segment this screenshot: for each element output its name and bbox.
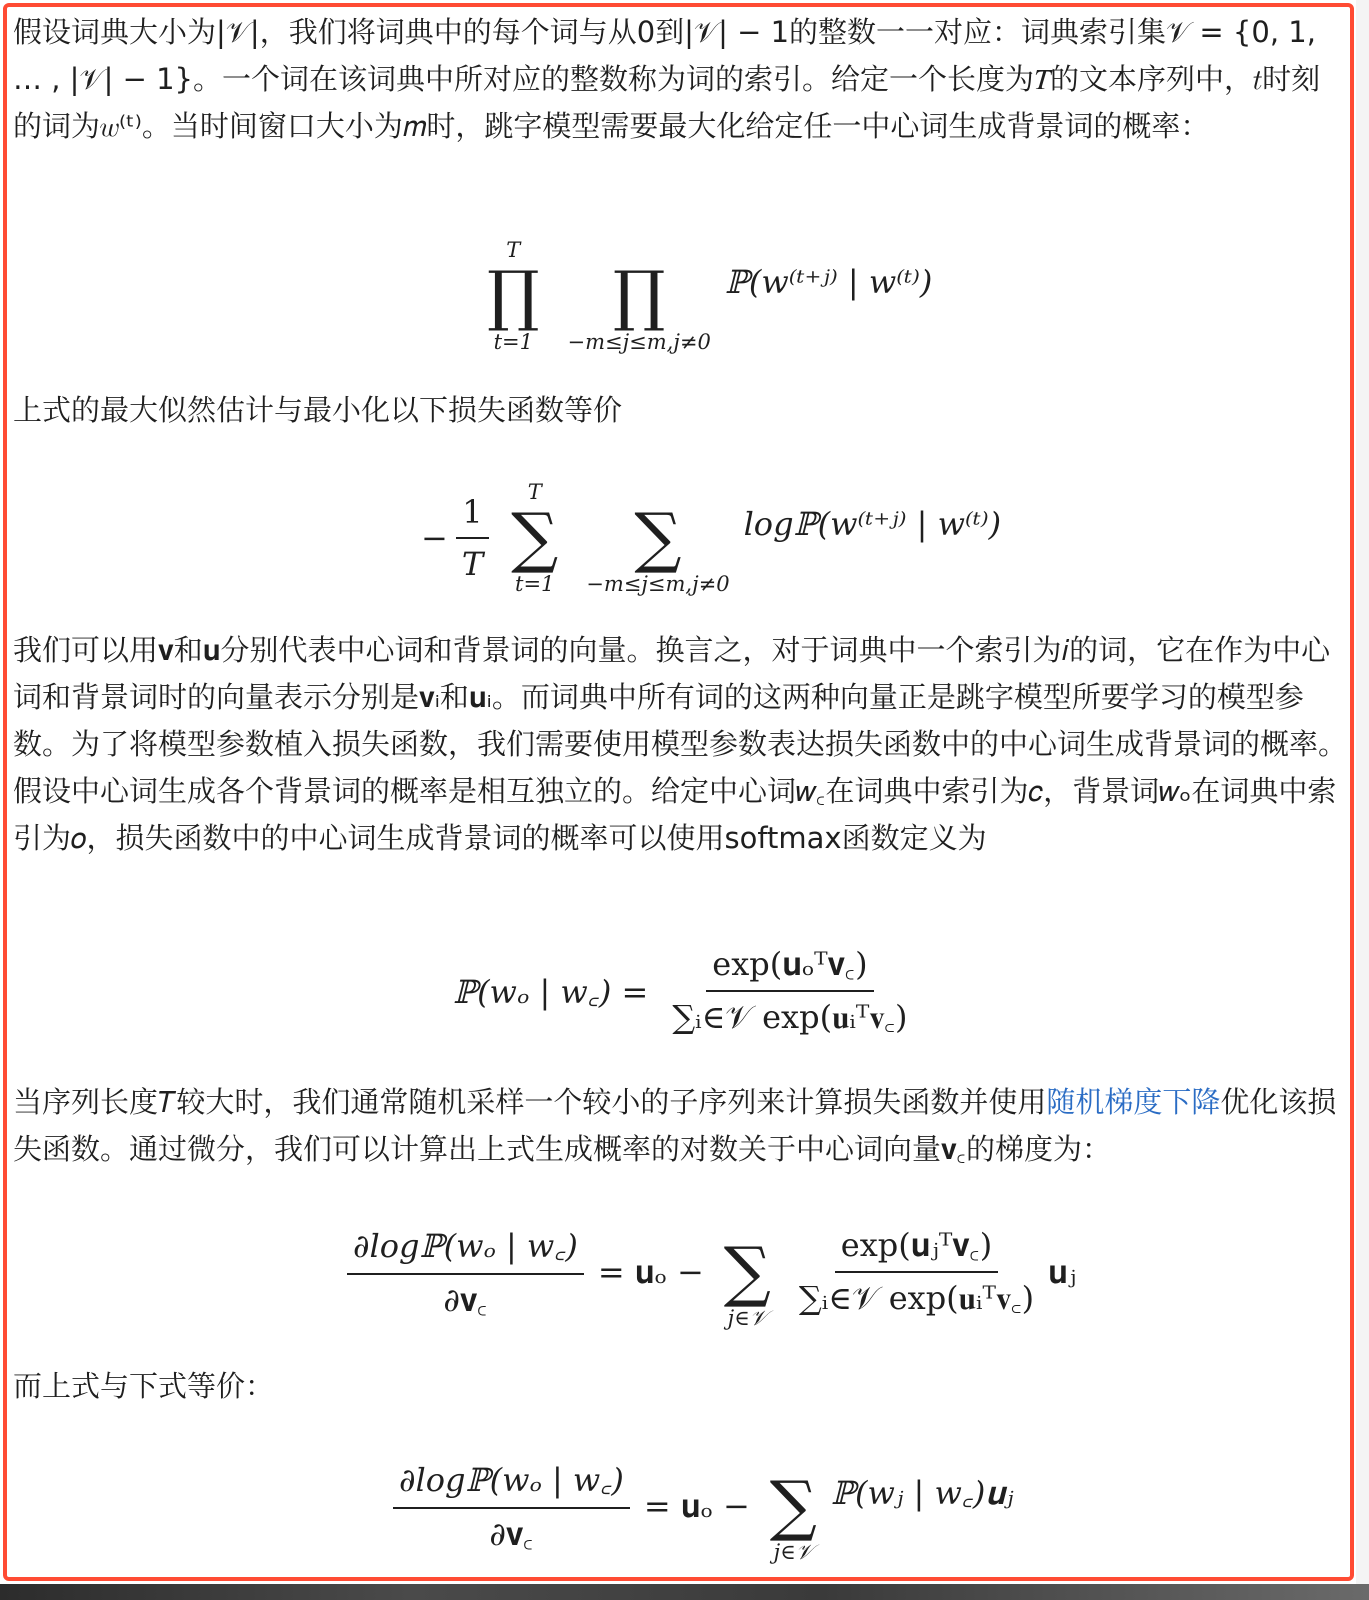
gradient-softmax-fraction: $\frac{\text{exp(𝐮ⱼᵀ𝐯꜀)}}{\text{∑ᵢ∈𝒱 exp(𝐮ᵢᵀ𝐯꜀)}}$	[798, 1226, 1035, 1317]
equation-likelihood	[13, 237, 1348, 357]
sum-operator-j2: ∑ j∈𝒱	[769, 1467, 817, 1564]
paragraph-vocabulary: 假设词典大小为|𝒱|，我们将词典中的每个词与从0到|𝒱| − 1的整数一一对应：词典索引集𝒱 = {0, 1, … , |𝒱| − 1}。一个词在该词典中所对应的整数称为词的索引。给定一个长度为𝑇的文本序列中，𝑡时刻的词为𝑤⁽ᵗ⁾。当时间窗口大小为𝑚时，跳字模型需要最大化给定任一中心词生成背景词的概率：	[13, 15, 1326, 143]
paragraph-vectors: 我们可以用𝐯和𝐮分别代表中心词和背景词的向量。换言之，对于词典中一个索引为𝑖的词，它在作为中心词和背景词时的向量表示分别是𝐯ᵢ和𝐮ᵢ。而词典中所有词的这两种向量正是跳字模型所要学习的模型参数。为了将模型参数植入损失函数，我们需要使用模型参数表达损失函数中的中心词生成背景词的概率。假设中心词生成各个背景词的概率是相互独立的。给定中心词𝑤꜀在词典中索引为𝑐，背景词𝑤ₒ在词典中索引为𝑜，损失函数中的中心词生成背景词的概率可以使用softmax函数定义为	[13, 633, 1348, 855]
loss-term: logℙ(w⁽ᵗ⁺ʲ⁾ | w⁽ᵗ⁾)	[743, 505, 1002, 543]
sum-operator-inner: ∑ −m≤j≤m,j≠0	[586, 499, 730, 596]
sum-operator-outer: T ∑ t=1	[511, 480, 559, 596]
right-edge	[1356, 0, 1369, 1600]
equation-gradient: $\frac{\text{∂logℙ(wₒ | w꜀)}}{\text{∂𝐯꜀}}$ = 𝐮ₒ − ∑ j∈𝒱 $\frac{\text{exp(𝐮ⱼᵀ𝐯꜀)}}{\text{∑ᵢ∈𝒱 exp(𝐮ᵢᵀ𝐯꜀)}}$ 𝐮ⱼ	[13, 1213, 1348, 1343]
highlight-frame	[3, 3, 1354, 1581]
equation-softmax: ℙ(wₒ | w꜀) = $\frac{\text{exp(𝐮ₒᵀ𝐯꜀)}}{\text{∑ᵢ∈𝒱 exp(𝐮ᵢᵀ𝐯꜀)}}$	[13, 945, 1348, 1055]
product-operator-inner: ∏ −m≤j≤m,j≠0	[567, 257, 711, 354]
product-operator-outer: T ∏ t=1	[487, 238, 540, 354]
gradient-lhs-fraction: $\frac{\text{∂logℙ(wₒ | w꜀)}}{\text{∂𝐯꜀}}$	[347, 1224, 584, 1320]
loss-fraction: $\frac{1}{T}$	[456, 493, 489, 583]
paragraph-loss-intro: 上式的最大似然估计与最小化以下损失函数等价	[13, 393, 623, 427]
softmax-fraction: $\frac{\text{exp(𝐮ₒᵀ𝐯꜀)}}{\text{∑ᵢ∈𝒱 exp(𝐮ᵢᵀ𝐯꜀)}}$	[672, 945, 908, 1036]
paragraph-equivalent: 而上式与下式等价：	[13, 1369, 275, 1403]
gradient2-lhs-fraction: $\frac{\text{∂logℙ(wₒ | w꜀)}}{\text{∂𝐯꜀}}$	[393, 1458, 630, 1554]
likelihood-term: ℙ(w⁽ᵗ⁺ʲ⁾ | w⁽ᵗ⁾)	[724, 263, 933, 301]
equation-loss: − $\frac{1}{T}$ T ∑ t=1 ∑ −m≤j≤m,j≠0 logℙ(w⁽ᵗ⁺ʲ⁾ | w⁽ᵗ⁾)	[421, 480, 1002, 596]
paragraph-sgd: 当序列长度𝑇较大时，我们通常随机采样一个较小的子序列来计算损失函数并使用随机梯度下降优化该损失函数。通过微分，我们可以计算出上式生成概率的对数关于中心词向量𝐯꜀的梯度为：	[13, 1085, 1337, 1166]
sgd-link[interactable]: 随机梯度下降	[1046, 1085, 1221, 1119]
bottom-edge	[0, 1584, 1369, 1600]
sum-operator-j: ∑ j∈𝒱	[723, 1233, 771, 1330]
equation-gradient-expectation: $\frac{\text{∂logℙ(wₒ | w꜀)}}{\text{∂𝐯꜀}}$ = 𝐮ₒ − ∑ j∈𝒱 ℙ(wⱼ | w꜀)𝐮ⱼ	[13, 1447, 1348, 1577]
